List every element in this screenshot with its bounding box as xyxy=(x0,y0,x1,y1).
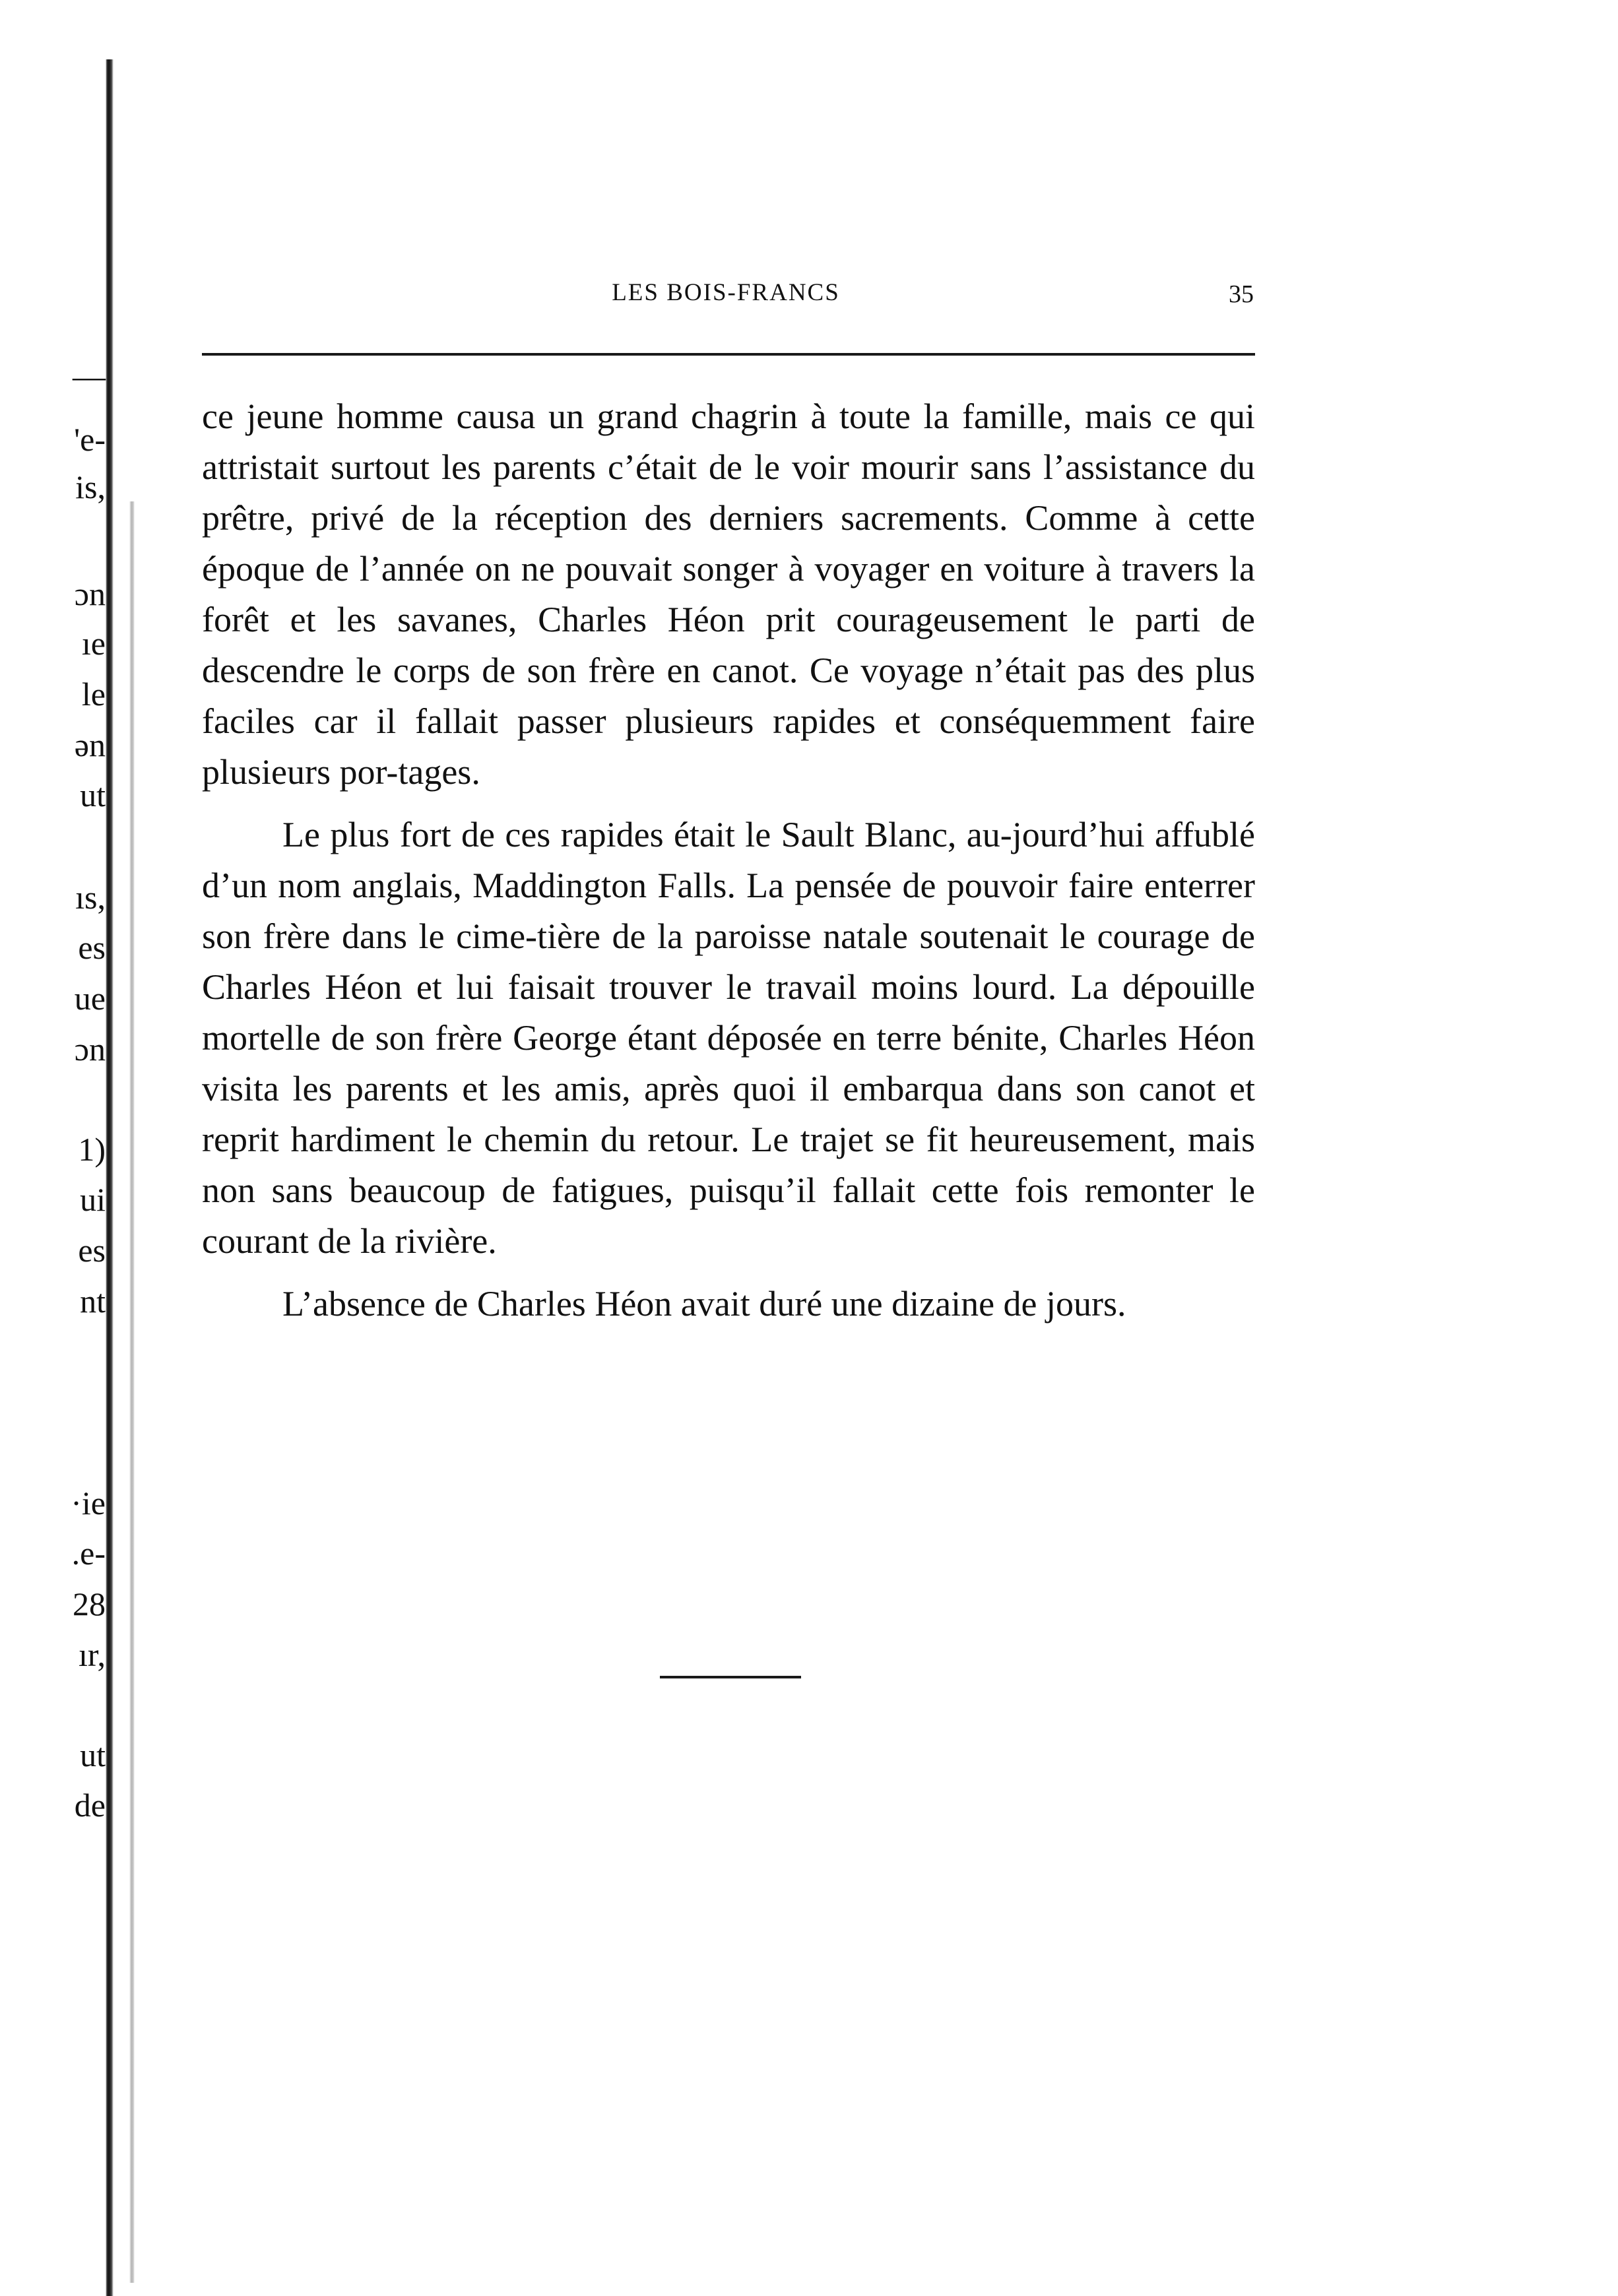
running-title: LES BOIS-FRANCS xyxy=(612,279,840,306)
facing-fragment: es xyxy=(78,929,106,966)
header-rule xyxy=(202,353,1255,356)
paragraph: Le plus fort de ces rapides était le Sault Blanc, au-jourd’hui affublé d’un nom anglais, Maddington Falls. La pensée de pouvoir faire enterrer son frère dans le cime-tière de la paroisse natale soutenait le courage de Charles Héon et lui faisait trouver le travail moins lourd. La dépouille mortelle de son frère George étant déposée en terre bénite, Charles Héon visita les parents et les amis, après quoi il embarqua dans son canot et reprit hardiment le chemin du retour. Le trajet se fit heureusement, mais non sans beaucoup de fatigues, puisqu’il fallait cette fois remonter le courant de la rivière. xyxy=(202,815,1255,1261)
paragraph: L’absence de Charles Héon avait duré une dizaine de jours. xyxy=(282,1284,1126,1323)
running-head xyxy=(198,272,1254,318)
paragraph: ce jeune homme causa un grand chagrin à toute la famille, mais ce qui attristait surtout les parents c’était de le voir mourir sans l’assistance du prêtre, privé de la réception des derniers sacrements. Comme à cette époque de l’année on ne pouvait songer à voyager en voiture à travers la forêt et les savanes, Charles Héon prit courageusement le parti de descendre le corps de son frère en canot. Ce voyage n’était pas des plus faciles car il fallait passer plusieurs rapides et conséquemment faire plusieurs por-tages. xyxy=(202,397,1255,792)
facing-fragment: ue xyxy=(74,980,106,1017)
facing-fragment: 28 xyxy=(73,1585,106,1622)
facing-fragment: ɔn xyxy=(74,575,106,612)
facing-fragment: ɔn xyxy=(74,1031,106,1068)
facing-fragment: ən xyxy=(74,726,106,763)
facing-fragment: ıe xyxy=(81,625,106,662)
page-number: 35 xyxy=(1229,280,1254,308)
facing-fragment: 'e- xyxy=(74,421,106,458)
facing-fragment: nt xyxy=(80,1283,106,1320)
body-text xyxy=(202,391,1255,1329)
facing-fragment: ut xyxy=(80,1737,106,1773)
section-end-rule xyxy=(660,1676,801,1678)
facing-fragment: es xyxy=(78,1232,106,1269)
facing-fragment: ui xyxy=(80,1181,106,1218)
facing-fragment: ut xyxy=(80,777,106,813)
facing-fragment: ıs, xyxy=(75,879,106,916)
facing-fragment: de xyxy=(74,1787,106,1824)
facing-fragment: ır, xyxy=(78,1636,106,1673)
facing-fragment: is, xyxy=(75,468,106,505)
facing-fragment: ·ie xyxy=(71,1484,106,1521)
facing-fragment: .e- xyxy=(71,1535,106,1572)
facing-fragment: le xyxy=(81,676,106,713)
facing-fragment: — xyxy=(73,358,106,395)
facing-fragment: 1) xyxy=(78,1131,106,1168)
